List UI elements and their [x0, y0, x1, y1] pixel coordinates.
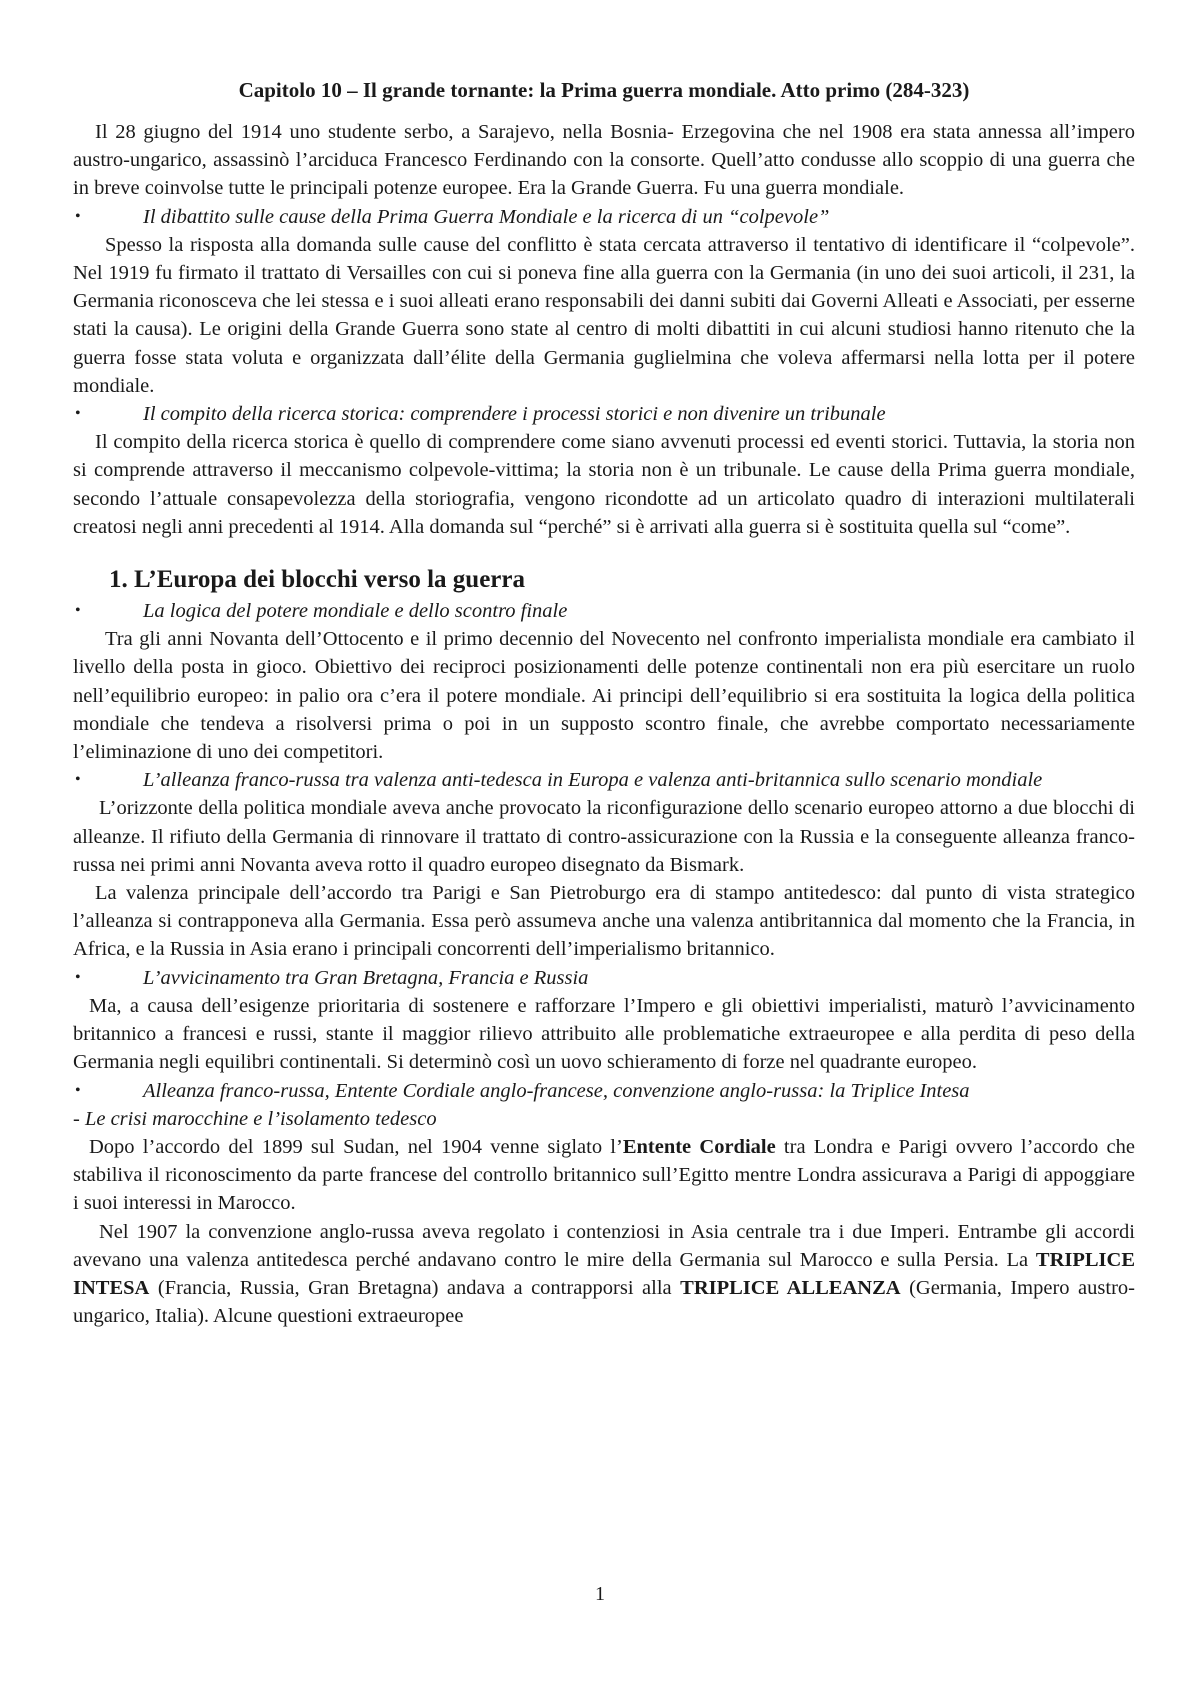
text-run: Nel 1907 la convenzione anglo-russa aveva regolato i contenziosi in Asia centrale tra i due Imperi. Entrambe gli accordi avevano una valenza antitedesca perché andavano contro le mire della Germania sul Marocco e sulla Persia. La: [73, 1220, 1135, 1271]
bullet-icon: •: [75, 771, 81, 789]
text-run: (Germania, Impero austro-ungarico, Italia). Alcune questioni extraeuropee: [73, 1276, 1135, 1328]
bullet-item: [73, 203, 1135, 231]
bullet-item: [73, 597, 1135, 625]
bullet-icon: •: [75, 968, 81, 986]
paragraph: [73, 1133, 1135, 1218]
bullet-icon: •: [75, 602, 81, 620]
bullet-icon: •: [75, 405, 81, 423]
bullet-heading: La logica del potere mondiale e dello scontro finale: [143, 600, 568, 623]
section-heading: 1. L’Europa dei blocchi verso la guerra: [109, 566, 525, 594]
bullet-item: [73, 1077, 1135, 1105]
bullet-heading: Il compito della ricerca storica: comprendere i processi storici e non divenire un tribunale: [143, 403, 886, 426]
paragraph: Tra gli anni Novanta dell’Ottocento e il primo decennio del Novecento nel confronto imperialista mondiale era cambiato il livello della posta in gioco. Obiettivo dei reciproci posizionamenti delle potenze continentali non era più esercitare un ruolo nell’equilibrio europeo: in palio ora c’era il potere mondiale. Ai principi dell’equilibrio si era sostituita la logica della politica mondiale che tendeva a risolversi prima o poi in un supposto scontro finale, che avrebbe comportato necessariamente l’eliminazione di uno dei competitori.: [73, 628, 1135, 764]
bullet-item: [73, 964, 1135, 992]
paragraph: L’orizzonte della politica mondiale aveva anche provocato la riconfigurazione dello scenario europeo attorno a due blocchi di alleanze. Il rifiuto della Germania di rinnovare il trattato di contro-assicurazione con la Russia e la conseguente alleanza franco-russa nei primi anni Novanta aveva rotto il quadro europeo disegnato da Bismark.: [73, 797, 1135, 876]
text-run: tra Londra e Parigi ovvero l’accordo che stabiliva il riconoscimento da parte francese del controllo britannico sull’Egitto mentre Londra assicurava a Parigi di appoggiare i suoi interessi in Marocco.: [73, 1135, 1135, 1215]
bold-term: TRIPLICE ALLEANZA: [680, 1276, 901, 1299]
bullet-icon: •: [75, 1081, 81, 1099]
bold-term: Entente Cordiale: [622, 1135, 776, 1158]
bullet-heading: Il dibattito sulle cause della Prima Guerra Mondiale e la ricerca di un “colpevole”: [143, 205, 830, 228]
sub-heading: - Le crisi marocchine e l’isolamento tedesco: [73, 1107, 437, 1130]
paragraph: La valenza principale dell’accordo tra Parigi e San Pietroburgo era di stampo antitedesco: dal punto di vista strategico l’alleanza si contrapponeva alla Germania. Essa però assumeva anche una valenza antibritannica dal momento che la Francia, in Africa, e la Russia in Asia erano i principali concorrenti dell’imperialismo britannico.: [73, 882, 1135, 961]
bullet-heading: L’avvicinamento tra Gran Bretagna, Francia e Russia: [143, 966, 589, 989]
paragraph: Spesso la risposta alla domanda sulle cause del conflitto è stata cercata attraverso il tentativo di identificare il “colpevole”. Nel 1919 fu firmato il trattato di Versailles con cui si poneva fine alla guerra con la Germania (in uno dei suoi articoli, il 231, la Germania riconosceva che lei stessa e i suoi alleati erano responsabili dei danni subiti dai Governi Alleati e Associati, per esserne stati la causa). Le origini della Grande Guerra sono state al centro di molti dibattiti in cui alcuni studiosi hanno ritenuto che la guerra fosse stata voluta e organizzata dall’élite della Germania guglielmina che voleva affermarsi nella lotta per il potere mondiale.: [73, 233, 1135, 397]
page-number: 1: [595, 1583, 605, 1605]
bullet-heading: Alleanza franco-russa, Entente Cordiale anglo-francese, convenzione anglo-russa: la Triplice Intesa: [143, 1079, 970, 1102]
bullet-item: [73, 400, 1135, 428]
paragraph: Il compito della ricerca storica è quello di comprendere come siano avvenuti processi ed eventi storici. Tuttavia, la storia non si comprende attraverso il meccanismo colpevole-vittima; la storia non è un tribunale. Le cause della Prima guerra mondiale, secondo l’attuale consapevolezza della storiografia, vengono ricondotte ad un articolato quadro di interazioni multilaterali creatosi negli anni precedenti al 1914. Alla domanda sul “perché” si è arrivati alla guerra si è sostituita quella sul “come”.: [73, 431, 1135, 538]
bullet-heading: L’alleanza franco-russa tra valenza anti-tedesca in Europa e valenza anti-britannica sullo scenario mondiale: [143, 769, 1043, 792]
intro-paragraph: Il 28 giugno del 1914 uno studente serbo, a Sarajevo, nella Bosnia- Erzegovina che nel 1908 era stata annessa all’impero austro-ungarico, assassinò l’arciduca Francesco Ferdinando con la consorte. Quell’atto condusse allo scoppio di una guerra che in breve coinvolse tutte le principali potenze europee. Era la Grande Guerra. Fu una guerra mondiale.: [73, 121, 1135, 200]
text-run: (Francia, Russia, Gran Bretagna) andava a contrapporsi alla: [149, 1276, 681, 1299]
page-content: [73, 76, 1135, 1330]
bullet-icon: •: [75, 207, 81, 225]
text-run: Dopo l’accordo del 1899 sul Sudan, nel 1904 venne siglato l’: [89, 1135, 623, 1158]
bold-term: TRIPLICE INTESA: [73, 1248, 1135, 1299]
paragraph: Ma, a causa dell’esigenze prioritaria di sostenere e rafforzare l’Impero e gli obiettivi imperialisti, maturò l’avvicinamento britannico a francesi e russi, stante il maggior rilievo attribuito alle problematiche extraeuropee e alla perdita di peso della Germania negli equilibri continentali. Si determinò così un uovo schieramento di forze nel quadrante europeo.: [73, 994, 1135, 1074]
paragraph: [73, 1218, 1135, 1331]
chapter-title: Capitolo 10 – Il grande tornante: la Prima guerra mondiale. Atto primo (284-323): [238, 78, 970, 102]
bullet-item: [73, 766, 1135, 794]
